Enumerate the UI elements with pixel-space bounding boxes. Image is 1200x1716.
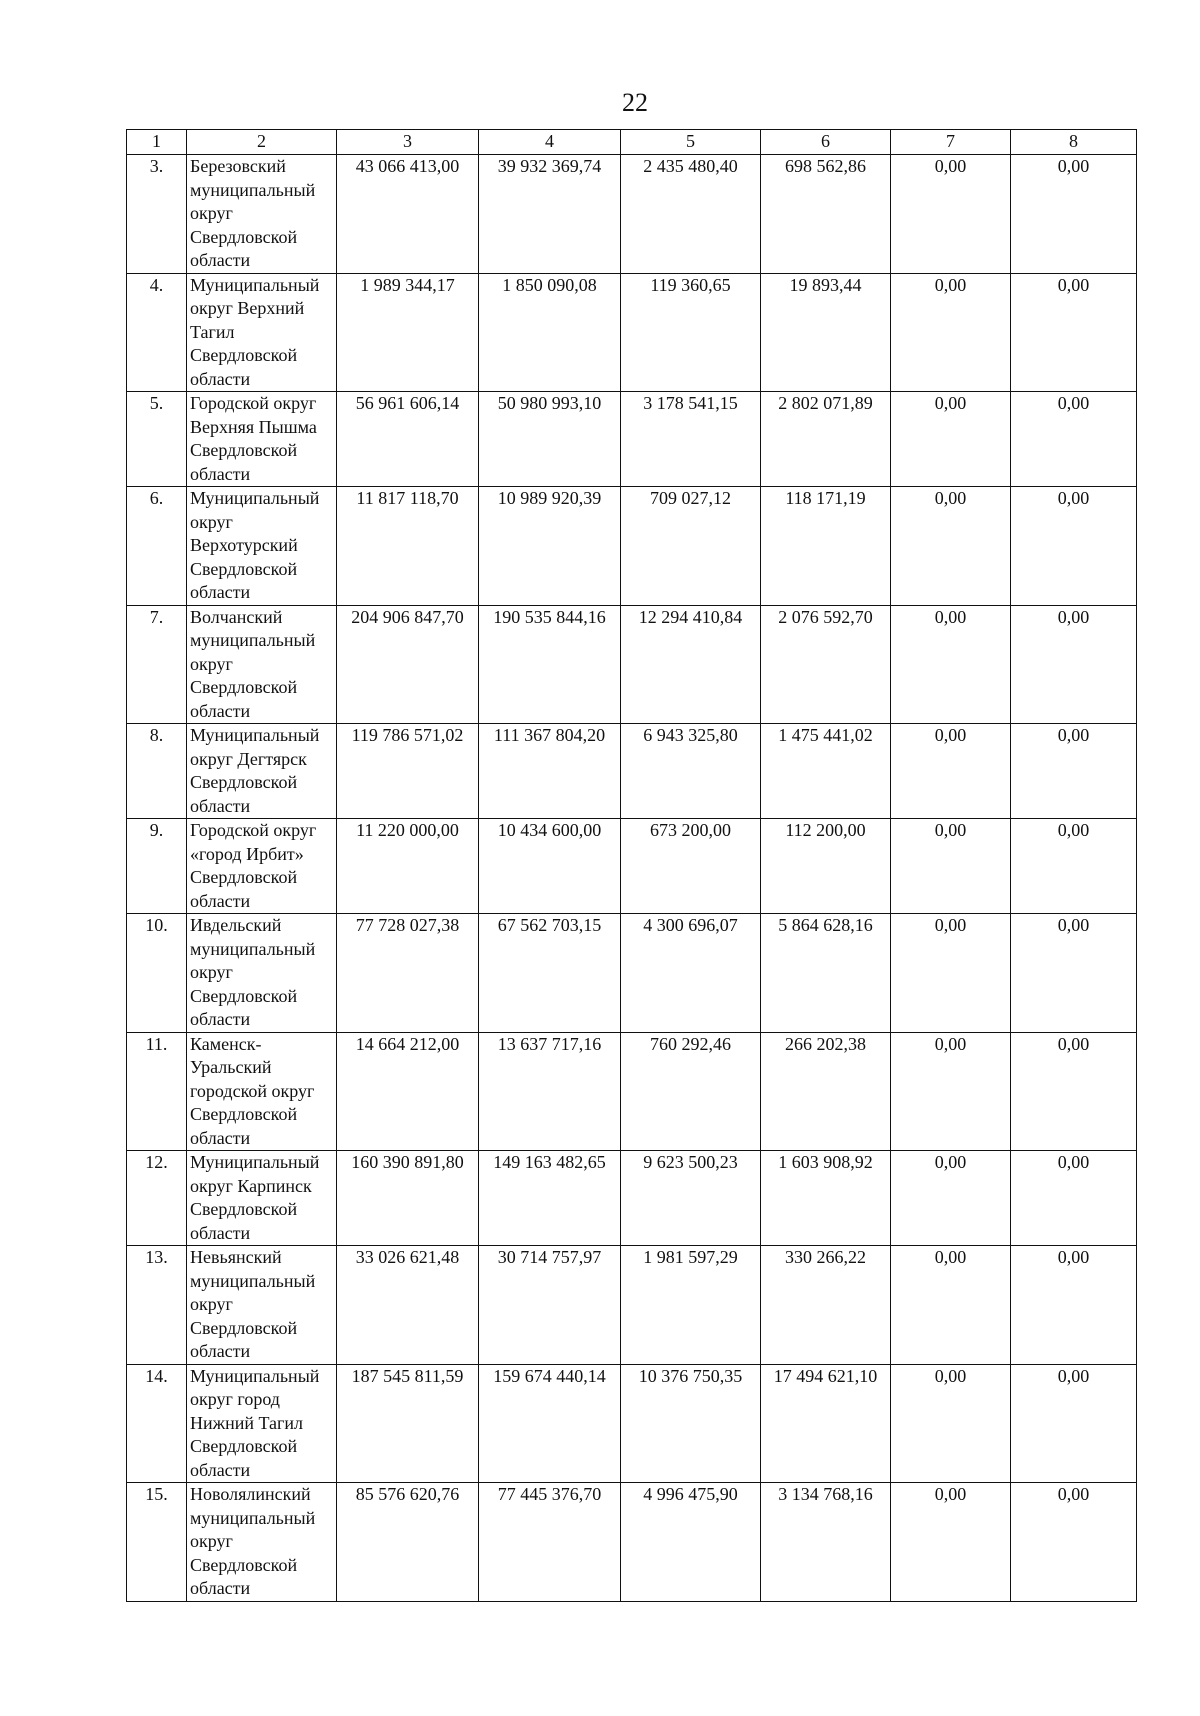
amount-cell-col-3: 11 817 118,70 xyxy=(337,487,479,606)
amount-cell-col-8: 0,00 xyxy=(1011,1364,1137,1483)
row-index-cell: 14. xyxy=(127,1364,187,1483)
municipality-name-cell: Муниципальный округ город Нижний Тагил Свердловской области xyxy=(187,1364,337,1483)
amount-cell-col-8: 0,00 xyxy=(1011,1483,1137,1602)
row-index-cell: 7. xyxy=(127,605,187,724)
amount-cell-col-3: 187 545 811,59 xyxy=(337,1364,479,1483)
amount-cell-col-4: 30 714 757,97 xyxy=(479,1246,621,1365)
amount-cell-col-3: 56 961 606,14 xyxy=(337,392,479,487)
amount-cell-col-5: 119 360,65 xyxy=(621,273,761,392)
amount-cell-col-4: 111 367 804,20 xyxy=(479,724,621,819)
row-index-cell: 13. xyxy=(127,1246,187,1365)
municipality-name-cell: Городской округ «город Ирбит» Свердловской области xyxy=(187,819,337,914)
amount-cell-col-4: 77 445 376,70 xyxy=(479,1483,621,1602)
municipality-name-cell: Волчанский муниципальный округ Свердловской области xyxy=(187,605,337,724)
amount-cell-col-8: 0,00 xyxy=(1011,605,1137,724)
municipality-name-cell: Муниципальный округ Дегтярск Свердловской области xyxy=(187,724,337,819)
amount-cell-col-3: 1 989 344,17 xyxy=(337,273,479,392)
row-index-cell: 8. xyxy=(127,724,187,819)
amount-cell-col-6: 2 076 592,70 xyxy=(761,605,891,724)
amount-cell-col-4: 190 535 844,16 xyxy=(479,605,621,724)
amount-cell-col-6: 698 562,86 xyxy=(761,155,891,274)
row-index-cell: 6. xyxy=(127,487,187,606)
amount-cell-col-5: 760 292,46 xyxy=(621,1032,761,1151)
amount-cell-col-6: 330 266,22 xyxy=(761,1246,891,1365)
amount-cell-col-5: 6 943 325,80 xyxy=(621,724,761,819)
table-row xyxy=(127,819,1137,914)
row-index-cell: 12. xyxy=(127,1151,187,1246)
amount-cell-col-5: 4 300 696,07 xyxy=(621,914,761,1033)
table-row xyxy=(127,605,1137,724)
amount-cell-col-5: 12 294 410,84 xyxy=(621,605,761,724)
amount-cell-col-8: 0,00 xyxy=(1011,273,1137,392)
amount-cell-col-8: 0,00 xyxy=(1011,1246,1137,1365)
table-row xyxy=(127,724,1137,819)
row-index-cell: 10. xyxy=(127,914,187,1033)
municipality-name-cell: Ивдельский муниципальный округ Свердловской области xyxy=(187,914,337,1033)
amount-cell-col-3: 204 906 847,70 xyxy=(337,605,479,724)
amount-cell-col-8: 0,00 xyxy=(1011,914,1137,1033)
amount-cell-col-5: 2 435 480,40 xyxy=(621,155,761,274)
amount-cell-col-7: 0,00 xyxy=(891,155,1011,274)
amount-cell-col-8: 0,00 xyxy=(1011,155,1137,274)
amount-cell-col-7: 0,00 xyxy=(891,1151,1011,1246)
amount-cell-col-3: 11 220 000,00 xyxy=(337,819,479,914)
amount-cell-col-8: 0,00 xyxy=(1011,1151,1137,1246)
table-row xyxy=(127,392,1137,487)
row-index-cell: 9. xyxy=(127,819,187,914)
table-row xyxy=(127,273,1137,392)
amount-cell-col-3: 43 066 413,00 xyxy=(337,155,479,274)
amount-cell-col-4: 1 850 090,08 xyxy=(479,273,621,392)
amount-cell-col-4: 159 674 440,14 xyxy=(479,1364,621,1483)
column-header: 5 xyxy=(621,130,761,155)
amount-cell-col-6: 17 494 621,10 xyxy=(761,1364,891,1483)
amount-cell-col-7: 0,00 xyxy=(891,1483,1011,1602)
amount-cell-col-5: 1 981 597,29 xyxy=(621,1246,761,1365)
amount-cell-col-5: 4 996 475,90 xyxy=(621,1483,761,1602)
amount-cell-col-6: 3 134 768,16 xyxy=(761,1483,891,1602)
row-index-cell: 5. xyxy=(127,392,187,487)
amount-cell-col-4: 50 980 993,10 xyxy=(479,392,621,487)
amount-cell-col-5: 709 027,12 xyxy=(621,487,761,606)
amount-cell-col-3: 77 728 027,38 xyxy=(337,914,479,1033)
amount-cell-col-6: 19 893,44 xyxy=(761,273,891,392)
table-row xyxy=(127,155,1137,274)
column-number-row xyxy=(127,130,1137,155)
row-index-cell: 3. xyxy=(127,155,187,274)
municipality-name-cell: Невьянский муниципальный округ Свердловской области xyxy=(187,1246,337,1365)
column-header: 4 xyxy=(479,130,621,155)
municipality-name-cell: Каменск-Уральский городской округ Свердловской области xyxy=(187,1032,337,1151)
amount-cell-col-7: 0,00 xyxy=(891,487,1011,606)
amount-cell-col-5: 9 623 500,23 xyxy=(621,1151,761,1246)
table-body xyxy=(127,155,1137,1602)
page-number: 22 xyxy=(622,88,648,117)
amount-cell-col-6: 1 603 908,92 xyxy=(761,1151,891,1246)
table-row xyxy=(127,1032,1137,1151)
amount-cell-col-6: 118 171,19 xyxy=(761,487,891,606)
municipality-name-cell: Новолялинский муниципальный округ Свердловской области xyxy=(187,1483,337,1602)
municipality-name-cell: Муниципальный округ Верхний Тагил Свердловской области xyxy=(187,273,337,392)
column-header: 8 xyxy=(1011,130,1137,155)
amount-cell-col-8: 0,00 xyxy=(1011,1032,1137,1151)
amount-cell-col-3: 119 786 571,02 xyxy=(337,724,479,819)
amount-cell-col-4: 149 163 482,65 xyxy=(479,1151,621,1246)
amount-cell-col-3: 85 576 620,76 xyxy=(337,1483,479,1602)
table-row xyxy=(127,914,1137,1033)
amount-cell-col-7: 0,00 xyxy=(891,1032,1011,1151)
amount-cell-col-3: 14 664 212,00 xyxy=(337,1032,479,1151)
amount-cell-col-7: 0,00 xyxy=(891,914,1011,1033)
column-header: 1 xyxy=(127,130,187,155)
amount-cell-col-6: 2 802 071,89 xyxy=(761,392,891,487)
amount-cell-col-6: 5 864 628,16 xyxy=(761,914,891,1033)
column-header: 6 xyxy=(761,130,891,155)
row-index-cell: 11. xyxy=(127,1032,187,1151)
amount-cell-col-7: 0,00 xyxy=(891,1246,1011,1365)
amount-cell-col-7: 0,00 xyxy=(891,392,1011,487)
column-header: 3 xyxy=(337,130,479,155)
row-index-cell: 15. xyxy=(127,1483,187,1602)
table-row xyxy=(127,487,1137,606)
municipality-name-cell: Муниципальный округ Верхотурский Свердловской области xyxy=(187,487,337,606)
amount-cell-col-6: 1 475 441,02 xyxy=(761,724,891,819)
amount-cell-col-3: 160 390 891,80 xyxy=(337,1151,479,1246)
municipality-name-cell: Городской округ Верхняя Пышма Свердловской области xyxy=(187,392,337,487)
amount-cell-col-7: 0,00 xyxy=(891,605,1011,724)
amount-cell-col-8: 0,00 xyxy=(1011,392,1137,487)
table-row xyxy=(127,1364,1137,1483)
amount-cell-col-8: 0,00 xyxy=(1011,487,1137,606)
amount-cell-col-8: 0,00 xyxy=(1011,819,1137,914)
amount-cell-col-6: 266 202,38 xyxy=(761,1032,891,1151)
municipality-name-cell: Березовский муниципальный округ Свердловской области xyxy=(187,155,337,274)
budget-distribution-table xyxy=(126,129,1137,1602)
amount-cell-col-4: 39 932 369,74 xyxy=(479,155,621,274)
column-header: 2 xyxy=(187,130,337,155)
amount-cell-col-5: 10 376 750,35 xyxy=(621,1364,761,1483)
row-index-cell: 4. xyxy=(127,273,187,392)
amount-cell-col-7: 0,00 xyxy=(891,1364,1011,1483)
amount-cell-col-4: 13 637 717,16 xyxy=(479,1032,621,1151)
amount-cell-col-8: 0,00 xyxy=(1011,724,1137,819)
amount-cell-col-6: 112 200,00 xyxy=(761,819,891,914)
amount-cell-col-4: 67 562 703,15 xyxy=(479,914,621,1033)
table-row xyxy=(127,1483,1137,1602)
amount-cell-col-5: 3 178 541,15 xyxy=(621,392,761,487)
amount-cell-col-7: 0,00 xyxy=(891,273,1011,392)
column-header: 7 xyxy=(891,130,1011,155)
amount-cell-col-7: 0,00 xyxy=(891,724,1011,819)
table-row xyxy=(127,1246,1137,1365)
amount-cell-col-5: 673 200,00 xyxy=(621,819,761,914)
table-row xyxy=(127,1151,1137,1246)
municipality-name-cell: Муниципальный округ Карпинск Свердловской области xyxy=(187,1151,337,1246)
amount-cell-col-4: 10 434 600,00 xyxy=(479,819,621,914)
amount-cell-col-3: 33 026 621,48 xyxy=(337,1246,479,1365)
amount-cell-col-7: 0,00 xyxy=(891,819,1011,914)
amount-cell-col-4: 10 989 920,39 xyxy=(479,487,621,606)
